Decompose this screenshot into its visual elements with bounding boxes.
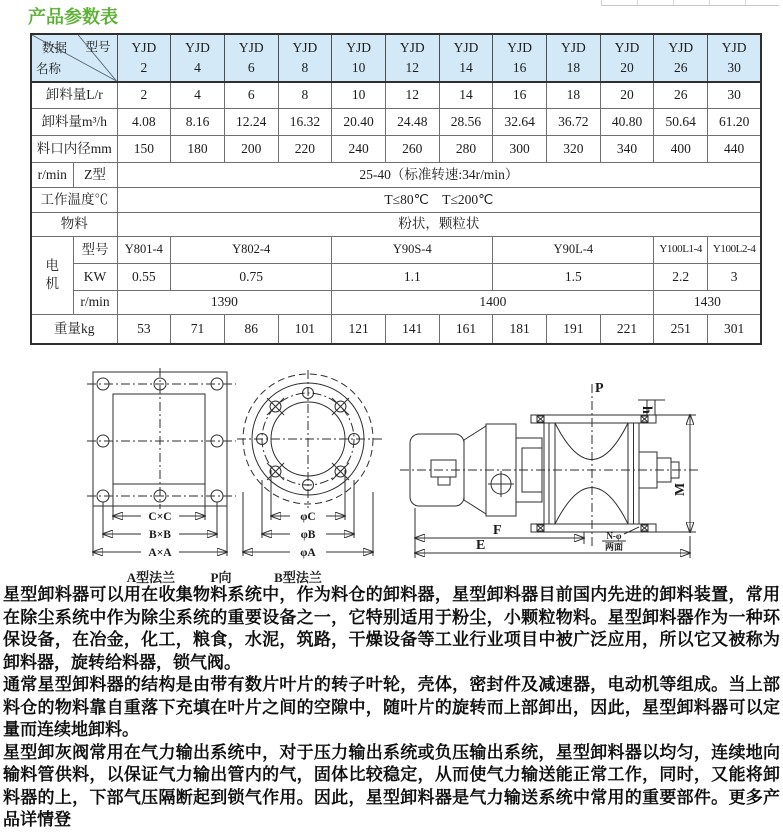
table-cell: 12.24 (224, 108, 278, 135)
table-cell: 8 (278, 82, 332, 108)
motor-group-label: 电 机 (31, 236, 73, 314)
dim-label-p: P (595, 381, 604, 396)
table-cell: 121 (332, 314, 386, 344)
table-cell: 4.08 (117, 108, 171, 135)
row-label: 料口内径mm (31, 135, 117, 162)
row-label: r/min (31, 162, 73, 187)
dim-label-cxc: C×C (148, 511, 172, 523)
model-header-cell: YJD 10 (332, 34, 386, 82)
model-header-cell: YJD 26 (654, 34, 708, 82)
table-cell: 440 (708, 135, 762, 162)
flange-b-caption: B型法兰 (274, 570, 322, 585)
view-direction-label: P向 (210, 570, 232, 585)
table-span-cell: 粉状，颗粒状 (117, 212, 761, 236)
table-cell: 181 (493, 314, 547, 344)
table-cell: 240 (332, 135, 386, 162)
table-cell: 221 (600, 314, 654, 344)
table-cell: 20 (600, 82, 654, 108)
motor-cell: 1.1 (332, 263, 493, 290)
model-header-cell: YJD 6 (224, 34, 278, 82)
row-label: 卸料量m³/h (31, 108, 117, 135)
table-cell: 32.64 (493, 108, 547, 135)
table-cell: 28.56 (439, 108, 493, 135)
table-cell: 6 (224, 82, 278, 108)
dim-label-both-sides: 两面 (604, 542, 624, 552)
table-span-cell: T≤80℃ T≤200℃ (117, 187, 761, 212)
table-cell: 20.40 (332, 108, 386, 135)
table-cell: 8.16 (171, 108, 225, 135)
flange-b-drawing (235, 368, 385, 570)
flange-a-caption: A型法兰 (126, 570, 176, 585)
table-cell: 16.32 (278, 108, 332, 135)
dim-label-n-phi: N-φ (606, 531, 622, 541)
cropped-table-remnant (601, 0, 779, 6)
table-cell: 220 (278, 135, 332, 162)
description-paragraph-3: 星型卸灰阀常用在气力输出系统中，对于压力输出系统或负压输出系统，星型卸料器以均匀，连续地向输料管供料，以保证气力输出管内的气，固体比较稳定，从而使气力输送能正常工作，同时，又能将卸料器的上，下部气压隔断起到锁气作用。因此，星型卸料器是气力输送系统中常用的重要部件。更多产品详情登 (3, 742, 780, 829)
table-cell: 300 (493, 135, 547, 162)
table-cell: 180 (171, 135, 225, 162)
model-header-cell: YJD 16 (493, 34, 547, 82)
model-header-cell: YJD 12 (385, 34, 439, 82)
side-view-drawing (398, 376, 783, 582)
motor-row-label: KW (73, 263, 117, 290)
model-header-cell: YJD 18 (547, 34, 601, 82)
model-header-cell: YJD 20 (600, 34, 654, 82)
dim-label-phi-c: φC (300, 511, 316, 523)
dim-label-f: F (493, 523, 502, 538)
motor-cell: Y100L2-4 (708, 236, 762, 263)
motor-cell: 1390 (117, 290, 332, 314)
motor-cell: Y100L1-4 (654, 236, 708, 263)
corner-label-data: 数据 (42, 41, 68, 55)
table-cell: 301 (708, 314, 762, 344)
table-span-cell: 25-40（标准转速:34r/min） (117, 162, 761, 187)
motor-cell: 1430 (654, 290, 761, 314)
model-header-cell: YJD 8 (278, 34, 332, 82)
table-cell: 150 (117, 135, 171, 162)
table-cell: 260 (385, 135, 439, 162)
table-cell: 36.72 (547, 108, 601, 135)
table-cell: 86 (224, 314, 278, 344)
table-cell: 18 (547, 82, 601, 108)
row-label: 物料 (31, 212, 117, 236)
table-cell: 16 (493, 82, 547, 108)
dim-label-e: E (476, 538, 486, 553)
motor-cell: Y801-4 (117, 236, 171, 263)
table-cell: 191 (547, 314, 601, 344)
dim-label-m: M (673, 482, 688, 496)
table-cell: 50.64 (654, 108, 708, 135)
table-cell: 200 (224, 135, 278, 162)
row-sublabel: Z型 (73, 162, 117, 187)
description-text (3, 584, 780, 832)
dim-label-phi-a: φA (300, 547, 316, 559)
row-label: 卸料量L/r (31, 82, 117, 108)
motor-cell: 3 (708, 263, 762, 290)
motor-cell: 1.5 (493, 263, 654, 290)
table-cell: 161 (439, 314, 493, 344)
table-cell: 30 (708, 82, 762, 108)
product-table (30, 33, 762, 345)
table-cell: 280 (439, 135, 493, 162)
table-cell: 12 (385, 82, 439, 108)
page-title: 产品参数表 (28, 7, 118, 27)
corner-label-model: 型号 (85, 40, 111, 54)
table-cell: 53 (117, 314, 171, 344)
dim-label-bxb: B×B (149, 529, 171, 541)
row-label: 工作温度℃ (31, 187, 117, 212)
table-cell: 400 (654, 135, 708, 162)
motor-cell: 0.75 (171, 263, 332, 290)
table-cell: 101 (278, 314, 332, 344)
motor-cell: 1400 (332, 290, 654, 314)
model-header-cell: YJD 4 (171, 34, 225, 82)
motor-cell: Y90L-4 (493, 236, 654, 263)
row-label: 重量kg (31, 314, 117, 344)
motor-cell: Y802-4 (171, 236, 332, 263)
table-cell: 340 (600, 135, 654, 162)
table-cell: 10 (332, 82, 386, 108)
dim-label-h: h (639, 406, 654, 414)
table-cell: 14 (439, 82, 493, 108)
model-header-cell: YJD 14 (439, 34, 493, 82)
motor-row-label: 型号 (73, 236, 117, 263)
dim-label-phi-b: φB (300, 529, 316, 541)
table-cell: 26 (654, 82, 708, 108)
dim-label-axa: A×A (148, 547, 172, 559)
motor-cell: Y90S-4 (332, 236, 493, 263)
motor-cell: 0.55 (117, 263, 171, 290)
table-cell: 2 (117, 82, 171, 108)
model-header-cell: YJD 2 (117, 34, 171, 82)
corner-label-name: 名称 (36, 61, 62, 76)
table-cell: 251 (654, 314, 708, 344)
description-paragraph-2: 通常星型卸料器的结构是由带有数片叶片的转子叶轮，壳体，密封件及减速器，电动机等组成。当上部料仓的物料靠自重落下充填在叶片之间的空隙中，随叶片的旋转而上部卸出，因此，星型卸料器可以定量而连续地卸料。 (3, 675, 780, 739)
motor-row-label: r/min (73, 290, 117, 314)
description-paragraph-1: 星型卸料器可以用在收集物料系统中，作为料仓的卸料器，星型卸料器目前国内先进的卸料装置，常用在除尘系统中作为除尘系统的重要设备之一，它特别适用于粉尘，小颗粒物料。星型卸料器作为一种环保设备，在冶金，化工，粮食，水泥，筑路，干燥设备等工业行业项目中被广泛应用，所以它又被称为卸料器，旋转给料器，锁气阀。 (3, 585, 780, 672)
table-cell: 141 (385, 314, 439, 344)
flange-a-drawing (85, 368, 240, 570)
table-cell: 61.20 (708, 108, 762, 135)
table-cell: 320 (547, 135, 601, 162)
table-corner-cell (31, 34, 117, 82)
table-cell: 40.80 (600, 108, 654, 135)
table-cell: 4 (171, 82, 225, 108)
table-cell: 24.48 (385, 108, 439, 135)
table-cell: 71 (171, 314, 225, 344)
model-header-cell: YJD 30 (708, 34, 762, 82)
motor-cell: 2.2 (654, 263, 708, 290)
